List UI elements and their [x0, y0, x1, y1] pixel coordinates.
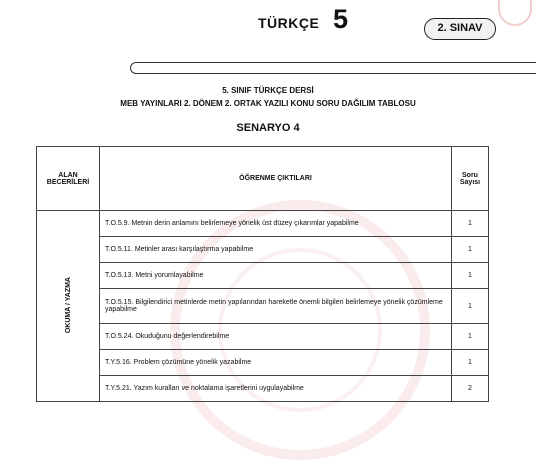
document-title: 5. SINIF TÜRKÇE DERSİ — [222, 86, 314, 95]
table-row — [37, 289, 489, 324]
table-row — [37, 376, 489, 402]
header-outcomes: ÖĞRENME ÇIKTILARI — [100, 147, 452, 211]
outcome-cell: T.O.5.15. Bilgilendirici metinlerde metin yapılarından hareketle önemli bilgileri belirlemeye yönelik çözümleme yapabilme — [100, 289, 452, 324]
header-skill: ALAN BECERİLERİ — [37, 147, 100, 211]
table-row — [37, 350, 489, 376]
scenario-title: SENARYO 4 — [236, 122, 300, 134]
header-count: Soru Sayısı — [452, 147, 489, 211]
ministry-logo — [498, 0, 532, 26]
table-row — [37, 237, 489, 263]
question-distribution-table — [36, 146, 489, 402]
count-cell: 1 — [452, 237, 489, 263]
count-cell: 2 — [452, 376, 489, 402]
count-cell: 1 — [452, 324, 489, 350]
outcome-cell: T.Y.5.16. Problem çözümüne yönelik yazabilme — [100, 350, 452, 376]
outcome-cell: T.O.5.9. Metnin derin anlamını belirlemeye yönelik üst düzey çıkarımlar yapabilme — [100, 211, 452, 237]
table-row — [37, 211, 489, 237]
exam-badge: 2. SINAV — [424, 18, 496, 40]
count-cell: 1 — [452, 263, 489, 289]
skill-group-label: OKUMA / YAZMA — [64, 276, 72, 334]
outcome-cell: T.O.5.11. Metinler arası karşılaştırma yapabilme — [100, 237, 452, 263]
outcome-cell: T.O.5.13. Metni yorumlayabilme — [100, 263, 452, 289]
count-cell: 1 — [452, 289, 489, 324]
outcome-cell: T.O.5.24. Okuduğunu değerlendirebilme — [100, 324, 452, 350]
skill-group-cell — [37, 211, 100, 402]
subject-title: TÜRKÇE — [258, 15, 320, 31]
grade-number: 5 — [333, 4, 349, 34]
outcome-cell: T.Y.5.21. Yazım kuralları ve noktalama işaretlerini uygulayabilme — [100, 376, 452, 402]
document-subtitle: MEB YAYINLARI 2. DÖNEM 2. ORTAK YAZILI KONU SORU DAĞILIM TABLOSU — [120, 99, 416, 108]
header-divider — [130, 62, 536, 74]
table-row — [37, 263, 489, 289]
count-cell: 1 — [452, 350, 489, 376]
count-cell: 1 — [452, 211, 489, 237]
table-row — [37, 324, 489, 350]
table-header-row — [37, 147, 489, 211]
